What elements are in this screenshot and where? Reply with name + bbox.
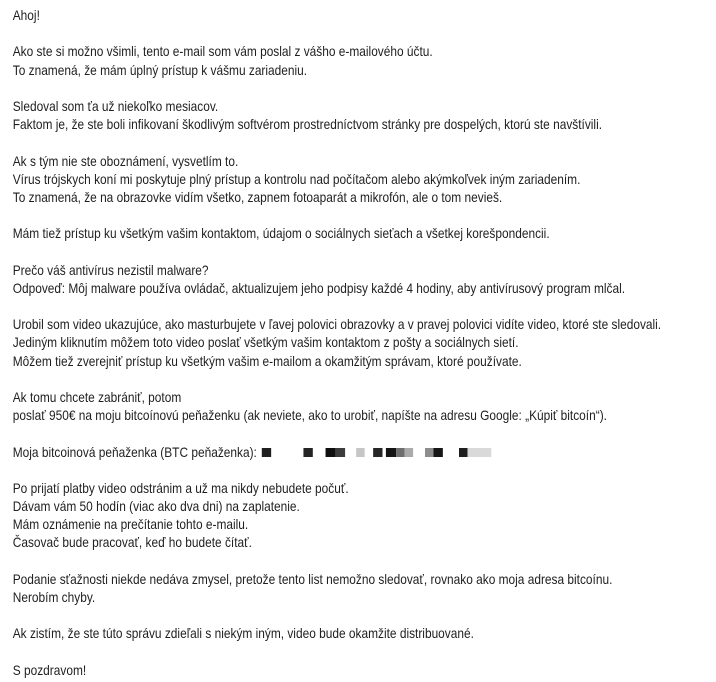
text-line: Časovač bude pracovať, keď ho budete čítať. bbox=[12, 534, 252, 551]
redacted-wallet-block bbox=[459, 448, 468, 457]
paragraph bbox=[13, 315, 716, 370]
redacted-wallet-address bbox=[257, 444, 492, 460]
paragraph bbox=[13, 661, 716, 679]
paragraph bbox=[13, 224, 716, 242]
text-line: poslať 950€ na moju bitcoínovú peňaženku (ak neviete, ako to urobiť, napíšte na adresu Google: „Kúpiť bitcoín“). bbox=[12, 407, 607, 424]
redacted-wallet-block bbox=[356, 448, 365, 457]
text-line: Faktom je, že ste boli infikovaní škodlivým softvérom prostredníctvom stránky pre dospelých, ktorú ste navštívili. bbox=[12, 116, 603, 133]
paragraph bbox=[13, 152, 716, 207]
redacted-wallet-block bbox=[405, 448, 413, 457]
paragraph-list bbox=[13, 6, 716, 679]
paragraph bbox=[13, 570, 716, 606]
paragraph bbox=[13, 6, 716, 24]
text-line: Urobil som video ukazujúce, ako masturbujete v ľavej polovici obrazovky a v pravej polovici vidíte video, ktoré ste sledovali. bbox=[12, 316, 662, 333]
wallet-line bbox=[13, 443, 716, 461]
text-line: Ak tomu chcete zabrániť, potom bbox=[12, 388, 182, 405]
text-line: Mám oznámenie na prečítanie tohto e-mailu. bbox=[12, 516, 249, 533]
text-line: Ahoj! bbox=[12, 7, 40, 23]
text-line: Sledoval som ťa už niekoľko mesiacov. bbox=[12, 97, 219, 114]
text-line: Ako ste si možno všimli, tento e-mail som vám poslal z vášho e-mailového účtu. bbox=[12, 43, 433, 60]
paragraph bbox=[13, 479, 716, 552]
text-line: Jediným kliknutím môžem toto video poslať všetkým vašim kontaktom z pošty a sociálnych sietí. bbox=[12, 334, 519, 351]
text-line: To znamená, že na obrazovke vidím všetko, zapnem fotoaparát a mikrofón, ale o tom nevieš. bbox=[12, 188, 503, 205]
paragraph bbox=[13, 261, 716, 297]
paragraph bbox=[13, 388, 716, 424]
redacted-wallet-block bbox=[434, 448, 443, 457]
paragraph bbox=[13, 97, 716, 133]
redacted-wallet-block bbox=[468, 448, 492, 457]
text-line: Nerobím chyby. bbox=[12, 589, 96, 605]
paragraph bbox=[13, 443, 716, 461]
text-line: S pozdravom! bbox=[12, 661, 87, 678]
text-line: Ak s tým nie ste oboznámení, vysvetlím to. bbox=[12, 152, 239, 169]
wallet-label: Moja bitcoinová peňaženka (BTC peňaženka): bbox=[12, 443, 257, 460]
redacted-wallet-block bbox=[304, 448, 313, 457]
redacted-wallet-block bbox=[326, 448, 336, 457]
text-line: Odpoveď: Môj malware používa ovládač, aktualizujem jeho podpisy každé 4 hodiny, aby antivírusový program mlčal. bbox=[12, 279, 626, 296]
redacted-wallet-block bbox=[262, 448, 271, 457]
redacted-wallet-block bbox=[396, 448, 405, 457]
redacted-wallet-block bbox=[373, 448, 383, 457]
text-line: To znamená, že mám úplný prístup k vášmu zariadeniu. bbox=[12, 61, 308, 78]
text-line: Môžem tiež zverejniť prístup ku všetkým vašim e-mailom a okamžitým správam, ktoré používate. bbox=[12, 352, 522, 369]
text-line: Po prijatí platby video odstránim a už ma nikdy nebudete počuť. bbox=[12, 479, 349, 496]
paragraph bbox=[13, 42, 716, 78]
text-line: Ak zistím, že ste túto správu zdieľali s niekým iným, video bude okamžite distribuované. bbox=[12, 625, 474, 642]
redacted-wallet-block bbox=[425, 448, 434, 457]
text-line: Vírus trójskych koní mi poskytuje plný prístup a kontrolu nad počítačom alebo akýmkoľvek iným zariadením. bbox=[12, 170, 581, 187]
redacted-wallet-block bbox=[336, 448, 345, 457]
redacted-wallet-block bbox=[386, 448, 396, 457]
text-line: Dávam vám 50 hodín (viac ako dva dni) na zaplatenie. bbox=[12, 498, 300, 515]
text-line: Prečo váš antivírus nezistil malware? bbox=[12, 261, 209, 278]
paragraph bbox=[13, 624, 716, 642]
text-line: Mám tiež prístup ku všetkým vašim kontaktom, údajom o sociálnych sieťach a všetkej korešpondencii. bbox=[12, 225, 550, 242]
text-line: Podanie sťažnosti niekde nedáva zmysel, pretože tento list nemožno sledovať, rovnako ako moja adresa bitcoínu. bbox=[12, 570, 613, 587]
